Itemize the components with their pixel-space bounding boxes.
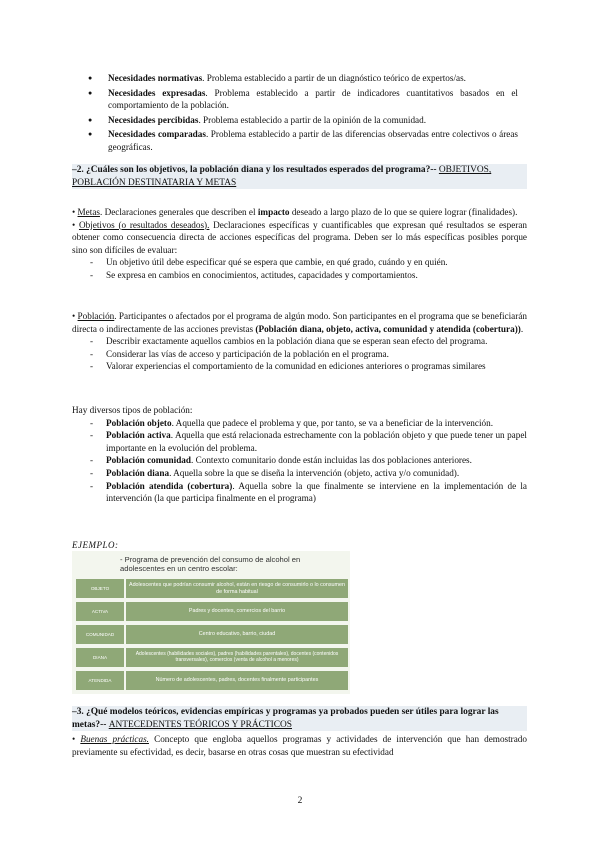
tipos-block	[72, 404, 527, 505]
list-item: - Población objeto. Aquella que padece el problema y que, por tanto, se va a beneficiar de la intervención.	[72, 417, 527, 430]
list-item: - Un objetivo útil debe especificar qué se espera que cambie, en qué grado, cuándo y en quién.	[72, 256, 527, 269]
row-value: Número de adolescentes, padres, docentes finalmente participantes	[126, 671, 348, 690]
list-item: - Considerar las vías de acceso y participación de la población en el programa.	[72, 348, 527, 361]
list-item: ● Necesidades expresadas. Problema establecido a partir de indicadores cuantitativos basados en el comportamiento de la población.	[88, 87, 518, 112]
page-number: 2	[297, 796, 303, 806]
table-row	[76, 602, 348, 621]
needs-list	[88, 72, 518, 156]
table-row	[76, 648, 348, 667]
list-item: - Describir exactamente aquellos cambios en la población diana que se esperan sean efecto del programa.	[72, 335, 527, 348]
poblacion-block	[72, 310, 527, 373]
list-item: - Valorar experiencias el comportamiento de la comunidad en ediciones anteriores o programas similares	[72, 360, 527, 373]
table-row	[76, 579, 348, 598]
row-value: Adolescentes que podrían consumir alcohol, están en riesgo de consumirlo o lo consumen de forma habitual	[126, 579, 348, 598]
section-2-heading: –2. ¿Cuáles son los objetivos, la población diana y los resultados esperados del programa?-- OBJETIVOS, POBLACIÓN DESTINATARIA Y METAS	[72, 164, 527, 189]
example-table	[72, 551, 350, 694]
objetivos-paragraph: • Objetivos (o resultados deseados). Declaraciones específicas y cuantificables que expresan qué resultados se esperan obtener como consecuencia directa de acciones específicas del programa. Deben ser lo más específicas posibles porque sino son difíciles de evaluar:	[72, 219, 528, 255]
row-value: Adolescentes (habilidades sociales), padres (habilidades parentales), docentes (contenidos transversales), comercios (venta de alcohol a menores)	[126, 648, 348, 667]
poblacion-list	[72, 335, 527, 373]
row-label: OBJETO	[76, 579, 124, 598]
row-value: Padres y docentes, comercios del barrio	[126, 602, 348, 621]
tipos-list	[72, 417, 527, 505]
list-item: ● Necesidades percibidas. Problema establecido a partir de la opinión de la comunidad.	[88, 114, 518, 127]
example-label: EJEMPLO:	[72, 540, 119, 550]
example-title: - Programa de prevención del consumo de alcohol en adolescentes en un centro escolar:	[120, 555, 301, 574]
row-label: ATENDIDA	[76, 671, 124, 690]
row-label: COMUNIDAD	[76, 625, 124, 644]
list-item: ● Necesidades comparadas. Problema establecido a partir de las diferencias observadas entre colectivos o áreas geográficas.	[88, 128, 518, 153]
list-item: - Población atendida (cobertura). Aquella sobre la que finalmente se interviene en la implementación de la intervención (la que participa finalmente en el programa)	[72, 480, 527, 505]
section-3-heading: –3. ¿Qué modelos teóricos, evidencias empíricas y programas ya probados pueden ser útiles para lograr las metas?-- ANTECEDENTES TEÓRICOS Y PRÁCTICOS	[72, 706, 527, 731]
row-label: DIANA	[76, 648, 124, 667]
tipos-intro: Hay diversos tipos de población:	[72, 405, 193, 415]
metas-paragraph: • Metas. Declaraciones generales que describen el impacto deseado a largo plazo de lo que se quiere lograr (finalidades).	[72, 207, 518, 217]
poblacion-paragraph: • Población. Participantes o afectados por el programa de algún modo. Son participantes en el programa que se beneficiarán directa o indirectamente de las acciones previstas (Población diana, objeto, activa, comunidad y atendida (cobertura)).	[72, 311, 527, 334]
objetivos-list	[72, 256, 527, 281]
list-item: - Población activa. Aquella que está relacionada estrechamente con la población objeto y que puede tener un papel importante en la evolución del problema.	[72, 429, 527, 454]
list-item: - Población comunidad. Contexto comunitario donde están incluidas las dos poblaciones anteriores.	[72, 454, 527, 467]
table-row	[76, 671, 348, 690]
metas-objetivos-block	[72, 206, 527, 282]
list-item: ● Necesidades normativas. Problema establecido a partir de un diagnóstico teórico de expertos/as.	[88, 72, 518, 85]
list-item: - Se expresa en cambios en conocimientos, actitudes, capacidades y comportamientos.	[72, 269, 527, 282]
buenas-practicas-block: • Buenas prácticas. Concepto que engloba aquellos programas y actividades de intervención que han demostrado previamente su efectividad, es decir, basarse en otras cosas que muestran su efectividad	[72, 734, 527, 757]
row-value: Centro educativo, barrio, ciudad	[126, 625, 348, 644]
list-item: - Población diana. Aquella sobre la que se diseña la intervención (objeto, activa y/o comunidad).	[72, 467, 527, 480]
row-label: ACTIVA	[76, 602, 124, 621]
table-row	[76, 625, 348, 644]
